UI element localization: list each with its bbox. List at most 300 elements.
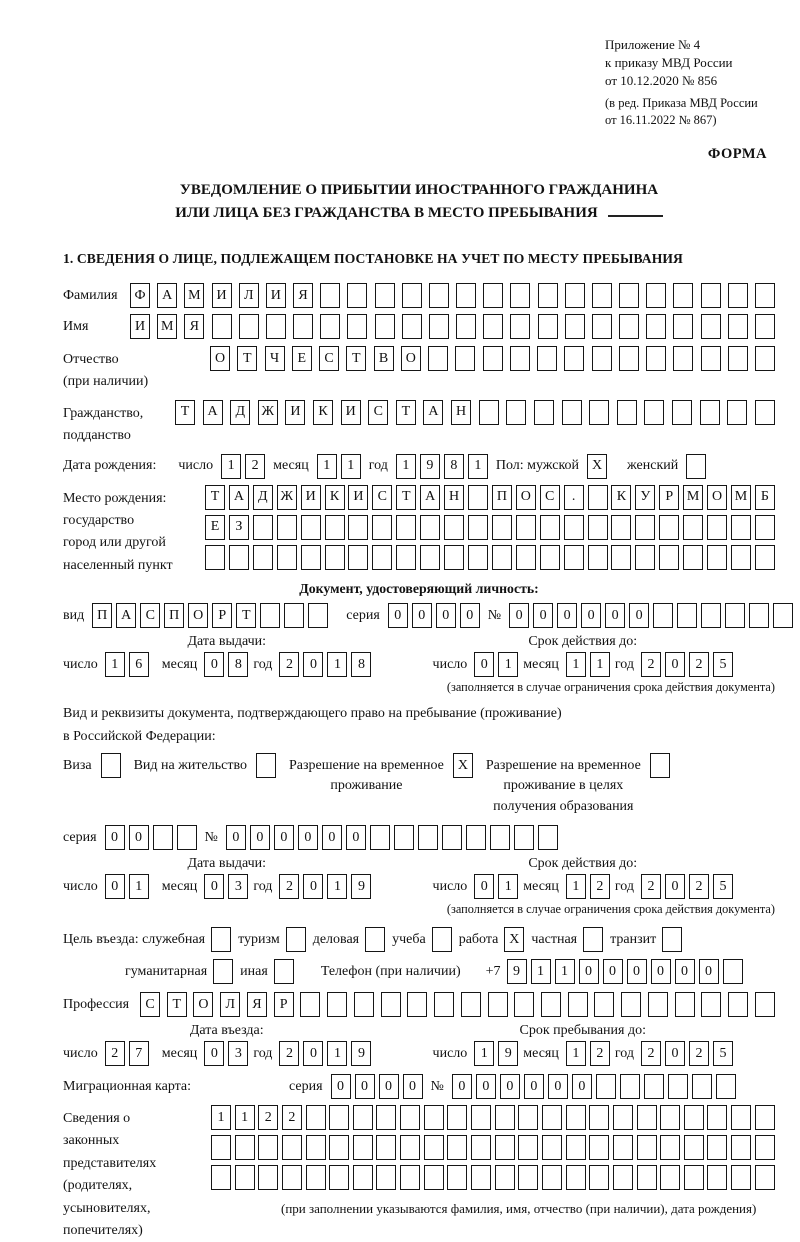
char-cell[interactable]: 2 xyxy=(689,1041,709,1066)
char-cell[interactable] xyxy=(372,545,392,570)
char-cell[interactable] xyxy=(258,1135,278,1160)
char-cell[interactable]: 1 xyxy=(327,874,347,899)
char-cell[interactable]: О xyxy=(401,346,421,371)
char-cell[interactable]: 0 xyxy=(699,959,719,984)
char-cell[interactable] xyxy=(542,1135,562,1160)
char-cell[interactable] xyxy=(637,1165,657,1190)
char-cell[interactable] xyxy=(394,825,414,850)
purpose-humanitarian-checkbox[interactable] xyxy=(213,959,233,984)
char-cell[interactable] xyxy=(749,603,769,628)
char-cell[interactable] xyxy=(492,545,512,570)
char-cell[interactable]: 0 xyxy=(665,874,685,899)
char-cell[interactable]: 6 xyxy=(129,652,149,677)
char-cell[interactable]: Т xyxy=(236,603,256,628)
char-cell[interactable] xyxy=(372,515,392,540)
char-cell[interactable] xyxy=(707,1165,727,1190)
gender-female-checkbox[interactable] xyxy=(686,454,706,479)
char-cell[interactable] xyxy=(396,515,416,540)
char-cell[interactable] xyxy=(650,753,670,778)
doc-issue-month-input[interactable] xyxy=(204,652,248,677)
char-cell[interactable] xyxy=(660,1165,680,1190)
purpose-official-checkbox[interactable] xyxy=(211,927,231,952)
char-cell[interactable]: 0 xyxy=(557,603,577,628)
birth-place-input-line2[interactable] xyxy=(205,515,775,540)
char-cell[interactable]: С xyxy=(540,485,560,510)
char-cell[interactable] xyxy=(235,1135,255,1160)
char-cell[interactable] xyxy=(662,927,682,952)
char-cell[interactable] xyxy=(755,1135,775,1160)
purpose-private-checkbox[interactable] xyxy=(583,927,603,952)
char-cell[interactable]: 1 xyxy=(235,1105,255,1130)
char-cell[interactable] xyxy=(589,1165,609,1190)
char-cell[interactable]: 1 xyxy=(566,652,586,677)
char-cell[interactable] xyxy=(229,545,249,570)
char-cell[interactable] xyxy=(329,1135,349,1160)
char-cell[interactable] xyxy=(728,314,748,339)
permit-issue-year-input[interactable] xyxy=(279,874,371,899)
char-cell[interactable]: Ф xyxy=(130,283,150,308)
char-cell[interactable] xyxy=(260,603,280,628)
char-cell[interactable] xyxy=(510,314,530,339)
char-cell[interactable]: X xyxy=(587,454,607,479)
char-cell[interactable] xyxy=(101,753,121,778)
char-cell[interactable] xyxy=(542,1105,562,1130)
char-cell[interactable]: Л xyxy=(220,992,240,1017)
char-cell[interactable] xyxy=(672,400,692,425)
char-cell[interactable] xyxy=(707,515,727,540)
char-cell[interactable] xyxy=(253,545,273,570)
char-cell[interactable]: Д xyxy=(253,485,273,510)
char-cell[interactable] xyxy=(235,1165,255,1190)
char-cell[interactable]: 1 xyxy=(317,454,337,479)
char-cell[interactable]: М xyxy=(184,283,204,308)
char-cell[interactable] xyxy=(495,1105,515,1130)
char-cell[interactable]: 5 xyxy=(713,1041,733,1066)
char-cell[interactable]: X xyxy=(504,927,524,952)
char-cell[interactable] xyxy=(637,1135,657,1160)
char-cell[interactable] xyxy=(376,1105,396,1130)
char-cell[interactable] xyxy=(516,545,536,570)
char-cell[interactable] xyxy=(701,314,721,339)
char-cell[interactable] xyxy=(375,314,395,339)
char-cell[interactable]: 0 xyxy=(603,959,623,984)
char-cell[interactable] xyxy=(583,927,603,952)
char-cell[interactable] xyxy=(684,1105,704,1130)
migration-series-input[interactable] xyxy=(331,1074,423,1099)
char-cell[interactable]: 1 xyxy=(498,652,518,677)
char-cell[interactable]: 2 xyxy=(689,874,709,899)
char-cell[interactable]: 0 xyxy=(665,652,685,677)
char-cell[interactable] xyxy=(256,753,276,778)
char-cell[interactable]: М xyxy=(683,485,703,510)
char-cell[interactable] xyxy=(653,603,673,628)
char-cell[interactable] xyxy=(619,346,639,371)
char-cell[interactable]: К xyxy=(325,485,345,510)
char-cell[interactable] xyxy=(354,992,374,1017)
char-cell[interactable] xyxy=(592,346,612,371)
char-cell[interactable] xyxy=(510,346,530,371)
char-cell[interactable]: 8 xyxy=(444,454,464,479)
char-cell[interactable] xyxy=(518,1105,538,1130)
char-cell[interactable]: У xyxy=(635,485,655,510)
char-cell[interactable]: 0 xyxy=(303,1041,323,1066)
char-cell[interactable] xyxy=(613,1105,633,1130)
char-cell[interactable] xyxy=(731,1165,751,1190)
char-cell[interactable] xyxy=(258,1165,278,1190)
char-cell[interactable]: Я xyxy=(247,992,267,1017)
char-cell[interactable]: 0 xyxy=(412,603,432,628)
char-cell[interactable] xyxy=(589,1105,609,1130)
char-cell[interactable] xyxy=(468,485,488,510)
char-cell[interactable] xyxy=(402,314,422,339)
char-cell[interactable]: 2 xyxy=(590,1041,610,1066)
char-cell[interactable] xyxy=(329,1105,349,1130)
char-cell[interactable] xyxy=(619,283,639,308)
char-cell[interactable] xyxy=(644,1074,664,1099)
char-cell[interactable]: 7 xyxy=(129,1041,149,1066)
char-cell[interactable] xyxy=(701,346,721,371)
char-cell[interactable] xyxy=(716,1074,736,1099)
char-cell[interactable] xyxy=(613,1165,633,1190)
char-cell[interactable] xyxy=(588,485,608,510)
char-cell[interactable] xyxy=(212,314,232,339)
char-cell[interactable]: Л xyxy=(239,283,259,308)
char-cell[interactable]: Я xyxy=(184,314,204,339)
char-cell[interactable] xyxy=(731,545,751,570)
stay-month-input[interactable] xyxy=(566,1041,610,1066)
char-cell[interactable] xyxy=(540,515,560,540)
char-cell[interactable]: 0 xyxy=(274,825,294,850)
char-cell[interactable] xyxy=(432,927,452,952)
char-cell[interactable]: 0 xyxy=(675,959,695,984)
char-cell[interactable] xyxy=(483,346,503,371)
char-cell[interactable]: 3 xyxy=(228,1041,248,1066)
char-cell[interactable]: 0 xyxy=(105,825,125,850)
permit-issue-day-input[interactable] xyxy=(105,874,149,899)
char-cell[interactable] xyxy=(461,992,481,1017)
char-cell[interactable]: А xyxy=(157,283,177,308)
char-cell[interactable] xyxy=(755,1165,775,1190)
char-cell[interactable]: 0 xyxy=(204,1041,224,1066)
char-cell[interactable]: 0 xyxy=(474,652,494,677)
purpose-business-checkbox[interactable] xyxy=(365,927,385,952)
char-cell[interactable] xyxy=(211,1135,231,1160)
char-cell[interactable] xyxy=(284,603,304,628)
char-cell[interactable]: О xyxy=(707,485,727,510)
char-cell[interactable]: Т xyxy=(237,346,257,371)
char-cell[interactable]: И xyxy=(212,283,232,308)
char-cell[interactable] xyxy=(420,515,440,540)
char-cell[interactable] xyxy=(301,545,321,570)
char-cell[interactable] xyxy=(646,283,666,308)
char-cell[interactable] xyxy=(282,1135,302,1160)
char-cell[interactable] xyxy=(418,825,438,850)
char-cell[interactable] xyxy=(675,992,695,1017)
char-cell[interactable] xyxy=(542,1165,562,1190)
stay-day-input[interactable] xyxy=(474,1041,518,1066)
char-cell[interactable] xyxy=(619,314,639,339)
doc-expiry-month-input[interactable] xyxy=(566,652,610,677)
char-cell[interactable]: 9 xyxy=(351,874,371,899)
char-cell[interactable] xyxy=(659,515,679,540)
char-cell[interactable]: 0 xyxy=(379,1074,399,1099)
char-cell[interactable] xyxy=(348,515,368,540)
char-cell[interactable] xyxy=(329,1165,349,1190)
char-cell[interactable] xyxy=(353,1165,373,1190)
char-cell[interactable]: 0 xyxy=(298,825,318,850)
char-cell[interactable] xyxy=(429,283,449,308)
char-cell[interactable]: 0 xyxy=(629,603,649,628)
char-cell[interactable] xyxy=(644,400,664,425)
char-cell[interactable] xyxy=(564,346,584,371)
char-cell[interactable] xyxy=(353,1135,373,1160)
char-cell[interactable] xyxy=(755,1105,775,1130)
char-cell[interactable] xyxy=(177,825,197,850)
profession-input[interactable] xyxy=(140,992,775,1017)
char-cell[interactable]: 2 xyxy=(245,454,265,479)
char-cell[interactable]: 2 xyxy=(282,1105,302,1130)
char-cell[interactable] xyxy=(621,992,641,1017)
char-cell[interactable] xyxy=(205,545,225,570)
char-cell[interactable]: М xyxy=(157,314,177,339)
char-cell[interactable] xyxy=(211,1165,231,1190)
citizenship-input[interactable] xyxy=(175,400,775,425)
char-cell[interactable]: 2 xyxy=(689,652,709,677)
char-cell[interactable] xyxy=(434,992,454,1017)
char-cell[interactable] xyxy=(728,992,748,1017)
char-cell[interactable]: О xyxy=(193,992,213,1017)
char-cell[interactable]: 0 xyxy=(665,1041,685,1066)
char-cell[interactable] xyxy=(518,1135,538,1160)
doc-number-input[interactable] xyxy=(509,603,793,628)
char-cell[interactable]: 2 xyxy=(641,652,661,677)
char-cell[interactable] xyxy=(701,992,721,1017)
char-cell[interactable] xyxy=(455,346,475,371)
char-cell[interactable] xyxy=(562,400,582,425)
char-cell[interactable]: Т xyxy=(396,400,416,425)
birth-place-input-line3[interactable] xyxy=(205,545,775,570)
char-cell[interactable]: 1 xyxy=(396,454,416,479)
char-cell[interactable]: Т xyxy=(346,346,366,371)
char-cell[interactable]: Б xyxy=(755,485,775,510)
char-cell[interactable] xyxy=(325,515,345,540)
char-cell[interactable] xyxy=(541,992,561,1017)
firstname-input[interactable] xyxy=(130,314,775,339)
char-cell[interactable]: 5 xyxy=(713,652,733,677)
char-cell[interactable]: 0 xyxy=(460,603,480,628)
char-cell[interactable] xyxy=(659,545,679,570)
char-cell[interactable]: 1 xyxy=(590,652,610,677)
char-cell[interactable]: Р xyxy=(274,992,294,1017)
char-cell[interactable] xyxy=(518,1165,538,1190)
char-cell[interactable] xyxy=(444,515,464,540)
char-cell[interactable] xyxy=(731,1105,751,1130)
char-cell[interactable] xyxy=(488,992,508,1017)
char-cell[interactable] xyxy=(471,1165,491,1190)
char-cell[interactable]: 1 xyxy=(474,1041,494,1066)
char-cell[interactable]: Д xyxy=(230,400,250,425)
char-cell[interactable] xyxy=(613,1135,633,1160)
char-cell[interactable] xyxy=(353,1105,373,1130)
birth-place-input-line1[interactable] xyxy=(205,485,775,510)
char-cell[interactable] xyxy=(723,959,743,984)
char-cell[interactable]: Т xyxy=(175,400,195,425)
char-cell[interactable] xyxy=(348,545,368,570)
char-cell[interactable] xyxy=(648,992,668,1017)
char-cell[interactable] xyxy=(420,545,440,570)
char-cell[interactable] xyxy=(534,400,554,425)
char-cell[interactable]: А xyxy=(420,485,440,510)
char-cell[interactable] xyxy=(274,959,294,984)
char-cell[interactable]: 0 xyxy=(204,652,224,677)
char-cell[interactable]: 0 xyxy=(533,603,553,628)
char-cell[interactable] xyxy=(514,825,534,850)
char-cell[interactable] xyxy=(347,314,367,339)
doc-series-input[interactable] xyxy=(388,603,480,628)
char-cell[interactable]: 0 xyxy=(436,603,456,628)
char-cell[interactable] xyxy=(635,545,655,570)
char-cell[interactable]: 1 xyxy=(566,1041,586,1066)
char-cell[interactable]: 0 xyxy=(303,652,323,677)
char-cell[interactable] xyxy=(320,314,340,339)
char-cell[interactable] xyxy=(537,346,557,371)
char-cell[interactable] xyxy=(253,515,273,540)
char-cell[interactable]: 0 xyxy=(250,825,270,850)
char-cell[interactable] xyxy=(407,992,427,1017)
purpose-other-checkbox[interactable] xyxy=(274,959,294,984)
char-cell[interactable] xyxy=(424,1135,444,1160)
char-cell[interactable]: 1 xyxy=(105,652,125,677)
char-cell[interactable] xyxy=(514,992,534,1017)
char-cell[interactable] xyxy=(755,314,775,339)
char-cell[interactable] xyxy=(495,1165,515,1190)
char-cell[interactable] xyxy=(400,1105,420,1130)
char-cell[interactable] xyxy=(370,825,390,850)
char-cell[interactable] xyxy=(773,603,793,628)
char-cell[interactable] xyxy=(456,283,476,308)
char-cell[interactable] xyxy=(725,603,745,628)
patronymic-input[interactable] xyxy=(210,346,775,371)
char-cell[interactable] xyxy=(286,927,306,952)
entry-year-input[interactable] xyxy=(279,1041,371,1066)
permit-expiry-month-input[interactable] xyxy=(566,874,610,899)
char-cell[interactable]: 0 xyxy=(355,1074,375,1099)
char-cell[interactable] xyxy=(376,1165,396,1190)
char-cell[interactable]: 1 xyxy=(498,874,518,899)
char-cell[interactable] xyxy=(211,927,231,952)
char-cell[interactable] xyxy=(301,515,321,540)
char-cell[interactable]: 8 xyxy=(228,652,248,677)
char-cell[interactable] xyxy=(566,1105,586,1130)
char-cell[interactable] xyxy=(538,283,558,308)
char-cell[interactable]: 0 xyxy=(509,603,529,628)
representatives-input-line1[interactable] xyxy=(211,1105,775,1130)
char-cell[interactable]: И xyxy=(130,314,150,339)
char-cell[interactable]: 8 xyxy=(351,652,371,677)
char-cell[interactable] xyxy=(700,400,720,425)
char-cell[interactable]: 1 xyxy=(341,454,361,479)
char-cell[interactable] xyxy=(755,400,775,425)
char-cell[interactable]: 0 xyxy=(524,1074,544,1099)
char-cell[interactable]: 0 xyxy=(105,874,125,899)
char-cell[interactable]: Н xyxy=(451,400,471,425)
birth-year-input[interactable] xyxy=(396,454,488,479)
char-cell[interactable]: 2 xyxy=(258,1105,278,1130)
char-cell[interactable] xyxy=(468,545,488,570)
char-cell[interactable]: 2 xyxy=(641,1041,661,1066)
char-cell[interactable] xyxy=(755,992,775,1017)
doc-kind-input[interactable] xyxy=(92,603,328,628)
char-cell[interactable] xyxy=(540,545,560,570)
char-cell[interactable]: И xyxy=(348,485,368,510)
char-cell[interactable] xyxy=(306,1105,326,1130)
char-cell[interactable] xyxy=(589,400,609,425)
doc-expiry-year-input[interactable] xyxy=(641,652,733,677)
char-cell[interactable]: 1 xyxy=(468,454,488,479)
char-cell[interactable] xyxy=(707,1135,727,1160)
char-cell[interactable] xyxy=(566,1165,586,1190)
char-cell[interactable] xyxy=(471,1105,491,1130)
char-cell[interactable] xyxy=(381,992,401,1017)
char-cell[interactable] xyxy=(320,283,340,308)
char-cell[interactable] xyxy=(755,283,775,308)
char-cell[interactable]: Р xyxy=(659,485,679,510)
char-cell[interactable] xyxy=(660,1135,680,1160)
char-cell[interactable]: П xyxy=(492,485,512,510)
char-cell[interactable]: 1 xyxy=(555,959,575,984)
char-cell[interactable] xyxy=(731,1135,751,1160)
char-cell[interactable] xyxy=(755,545,775,570)
char-cell[interactable] xyxy=(566,1135,586,1160)
char-cell[interactable]: С xyxy=(368,400,388,425)
char-cell[interactable]: П xyxy=(92,603,112,628)
char-cell[interactable] xyxy=(564,545,584,570)
char-cell[interactable] xyxy=(153,825,173,850)
char-cell[interactable] xyxy=(596,1074,616,1099)
char-cell[interactable]: А xyxy=(229,485,249,510)
char-cell[interactable] xyxy=(442,825,462,850)
char-cell[interactable]: 9 xyxy=(420,454,440,479)
char-cell[interactable] xyxy=(755,346,775,371)
purpose-work-checkbox[interactable] xyxy=(504,927,524,952)
char-cell[interactable] xyxy=(424,1165,444,1190)
char-cell[interactable] xyxy=(588,545,608,570)
char-cell[interactable] xyxy=(635,515,655,540)
char-cell[interactable]: 2 xyxy=(641,874,661,899)
char-cell[interactable] xyxy=(565,314,585,339)
char-cell[interactable]: А xyxy=(203,400,223,425)
permit-expiry-day-input[interactable] xyxy=(474,874,518,899)
char-cell[interactable]: 1 xyxy=(129,874,149,899)
char-cell[interactable] xyxy=(308,603,328,628)
char-cell[interactable] xyxy=(594,992,614,1017)
char-cell[interactable] xyxy=(692,1074,712,1099)
migration-number-input[interactable] xyxy=(452,1074,736,1099)
char-cell[interactable]: 0 xyxy=(474,874,494,899)
char-cell[interactable]: Т xyxy=(167,992,187,1017)
char-cell[interactable]: 2 xyxy=(105,1041,125,1066)
char-cell[interactable]: 1 xyxy=(327,652,347,677)
char-cell[interactable] xyxy=(646,314,666,339)
residence-permit-checkbox[interactable] xyxy=(256,753,276,778)
char-cell[interactable]: 0 xyxy=(581,603,601,628)
char-cell[interactable] xyxy=(365,927,385,952)
char-cell[interactable]: 0 xyxy=(605,603,625,628)
char-cell[interactable] xyxy=(565,283,585,308)
char-cell[interactable] xyxy=(728,283,748,308)
char-cell[interactable] xyxy=(490,825,510,850)
char-cell[interactable] xyxy=(327,992,347,1017)
